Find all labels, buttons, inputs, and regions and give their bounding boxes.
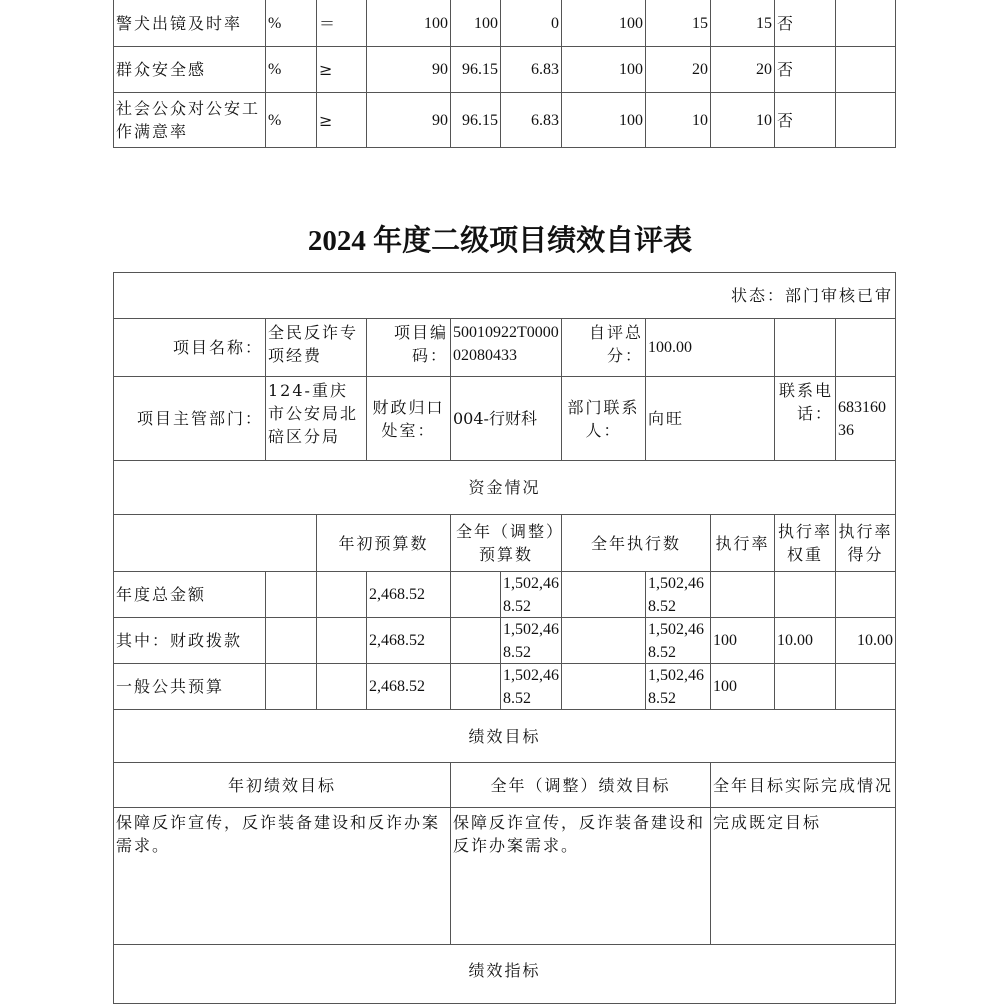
- indicator-note: [835, 0, 896, 47]
- indicator-flag: 否: [774, 46, 836, 93]
- indicator-rate: 100: [561, 92, 646, 148]
- indicator-name: 警犬出镜及时率: [113, 0, 266, 47]
- indicator-note: [835, 46, 896, 93]
- dept-label: 项目主管部门：: [113, 376, 266, 461]
- empty-cell: [450, 663, 501, 710]
- header-adjusted-goal: 全年（调整）绩效目标: [450, 762, 711, 808]
- self-score-value: 100.00: [645, 318, 775, 377]
- funds-rate: 100: [710, 617, 775, 664]
- funds-adjusted: 1,502,468.52: [500, 571, 562, 618]
- funds-score: [835, 571, 896, 618]
- empty-cell: [316, 571, 367, 618]
- contact-value: 向旺: [645, 376, 775, 461]
- header-adjusted-budget: 全年（调整）预算数: [450, 514, 562, 572]
- indicator-name: 群众安全感: [113, 46, 266, 93]
- indicator-note: [835, 92, 896, 148]
- funds-executed: 1,502,468.52: [645, 571, 711, 618]
- header-actual-completion: 全年目标实际完成情况: [710, 762, 896, 808]
- funds-score: [835, 663, 896, 710]
- funds-executed: 1,502,468.52: [645, 617, 711, 664]
- indicator-unit: %: [265, 46, 317, 93]
- header-exec-score: 执行率得分: [835, 514, 896, 572]
- funds-row-label: 其中：财政拨款: [113, 617, 266, 664]
- status-text: 状态：部门审核已审: [113, 272, 896, 319]
- indicator-target: 90: [366, 92, 451, 148]
- initial-goal-text: 保障反诈宣传，反诈装备建设和反诈办案需求。: [113, 807, 451, 945]
- empty-cell: [265, 617, 317, 664]
- funds-row-label: 年度总金额: [113, 571, 266, 618]
- funds-weight: [774, 663, 836, 710]
- project-code-value: 50010922T000002080433: [450, 318, 562, 377]
- indicator-operator: ＝: [316, 0, 367, 47]
- funds-weight: [774, 571, 836, 618]
- funds-rate: [710, 571, 775, 618]
- empty-cell: [835, 318, 896, 377]
- indicator-operator: ≥: [316, 92, 367, 148]
- phone-label: 联系电话：: [774, 376, 836, 461]
- indicator-score: 20: [710, 46, 775, 93]
- indicators-section-title: 绩效指标: [113, 944, 896, 1004]
- empty-cell: [450, 571, 501, 618]
- header-initial-goal: 年初绩效目标: [113, 762, 451, 808]
- indicator-score: 15: [710, 0, 775, 47]
- actual-completion-text: 完成既定目标: [710, 807, 896, 945]
- empty-cell: [774, 318, 836, 377]
- empty-cell: [265, 663, 317, 710]
- indicator-score: 10: [710, 92, 775, 148]
- funds-adjusted: 1,502,468.52: [500, 663, 562, 710]
- funds-executed: 1,502,468.52: [645, 663, 711, 710]
- empty-cell: [316, 663, 367, 710]
- empty-cell: [113, 514, 317, 572]
- empty-cell: [561, 571, 646, 618]
- header-exec-rate: 执行率: [710, 514, 775, 572]
- funds-score: 10.00: [835, 617, 896, 664]
- indicator-target: 100: [366, 0, 451, 47]
- finance-office-label: 财政归口处室：: [366, 376, 451, 461]
- empty-cell: [561, 663, 646, 710]
- indicator-unit: %: [265, 92, 317, 148]
- indicator-flag: 否: [774, 0, 836, 47]
- funds-initial: 2,468.52: [366, 571, 451, 618]
- indicator-unit: %: [265, 0, 317, 47]
- dept-value: 124-重庆市公安局北碚区分局: [265, 376, 367, 461]
- funds-section-title: 资金情况: [113, 460, 896, 515]
- funds-rate: 100: [710, 663, 775, 710]
- indicator-deviation: 6.83: [500, 92, 562, 148]
- goals-section-title: 绩效目标: [113, 709, 896, 763]
- indicator-rate: 100: [561, 46, 646, 93]
- indicator-actual: 96.15: [450, 46, 501, 93]
- project-name-label: 项目名称：: [113, 318, 266, 377]
- header-initial-budget: 年初预算数: [316, 514, 451, 572]
- empty-cell: [450, 617, 501, 664]
- funds-row-label: 一般公共预算: [113, 663, 266, 710]
- finance-office-value: 004-行财科: [450, 376, 562, 461]
- adjusted-goal-text: 保障反诈宣传，反诈装备建设和反诈办案需求。: [450, 807, 711, 945]
- indicator-rate: 100: [561, 0, 646, 47]
- indicator-actual: 100: [450, 0, 501, 47]
- funds-adjusted: 1,502,468.52: [500, 617, 562, 664]
- empty-cell: [561, 617, 646, 664]
- project-code-label: 项目编码：: [366, 318, 451, 377]
- header-executed: 全年执行数: [561, 514, 711, 572]
- indicator-flag: 否: [774, 92, 836, 148]
- indicator-weight: 15: [645, 0, 711, 47]
- funds-initial: 2,468.52: [366, 617, 451, 664]
- self-score-label: 自评总分：: [561, 318, 646, 377]
- indicator-weight: 20: [645, 46, 711, 93]
- indicator-target: 90: [366, 46, 451, 93]
- indicator-name: 社会公众对公安工作满意率: [113, 92, 266, 148]
- funds-weight: 10.00: [774, 617, 836, 664]
- phone-value: 68316036: [835, 376, 896, 461]
- form-title: 2024 年度二级项目绩效自评表: [307, 225, 693, 257]
- empty-cell: [316, 617, 367, 664]
- empty-cell: [265, 571, 317, 618]
- contact-label: 部门联系人：: [561, 376, 646, 461]
- indicator-weight: 10: [645, 92, 711, 148]
- header-exec-weight: 执行率权重: [774, 514, 836, 572]
- funds-initial: 2,468.52: [366, 663, 451, 710]
- indicator-actual: 96.15: [450, 92, 501, 148]
- indicator-operator: ≥: [316, 46, 367, 93]
- indicator-deviation: 0: [500, 0, 562, 47]
- indicator-deviation: 6.83: [500, 46, 562, 93]
- project-name-value: 全民反诈专项经费: [265, 318, 367, 377]
